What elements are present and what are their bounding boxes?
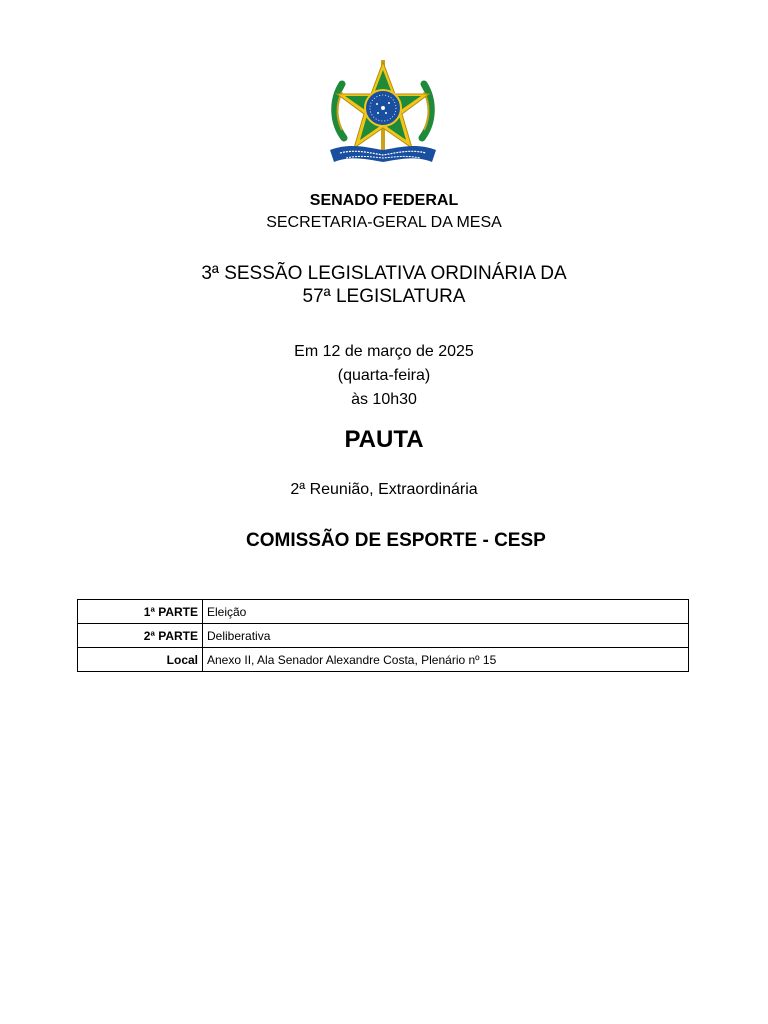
table-row xyxy=(78,648,689,672)
session-line-1: 3ª SESSÃO LEGISLATIVA ORDINÁRIA DA xyxy=(201,263,567,284)
meeting-type: 2ª Reunião, Extraordinária xyxy=(290,481,478,498)
table-row xyxy=(78,600,689,624)
row-label: 1ª PARTE xyxy=(78,600,203,624)
coat-of-arms-icon xyxy=(326,56,440,168)
session-line-2: 57ª LEGISLATURA xyxy=(302,286,466,307)
commission-name: COMISSÃO DE ESPORTE - CESP xyxy=(246,530,546,551)
schedule-weekday: (quarta-feira) xyxy=(337,367,431,384)
document-title: PAUTA xyxy=(344,426,424,453)
organization-name: SENADO FEDERAL xyxy=(309,192,459,209)
schedule-time: às 10h30 xyxy=(351,391,417,408)
department-name: SECRETARIA-GERAL DA MESA xyxy=(266,214,502,231)
session-heading xyxy=(0,262,768,308)
row-value: Eleição xyxy=(203,600,689,624)
schedule-date: Em 12 de março de 2025 xyxy=(294,343,474,360)
agenda-info-table xyxy=(77,599,689,672)
row-label: 2ª PARTE xyxy=(78,624,203,648)
row-value: Deliberativa xyxy=(203,624,689,648)
row-label: Local xyxy=(78,648,203,672)
row-value: Anexo II, Ala Senador Alexandre Costa, Plenário nº 15 xyxy=(203,648,689,672)
table-row xyxy=(78,624,689,648)
schedule-block xyxy=(0,340,768,412)
